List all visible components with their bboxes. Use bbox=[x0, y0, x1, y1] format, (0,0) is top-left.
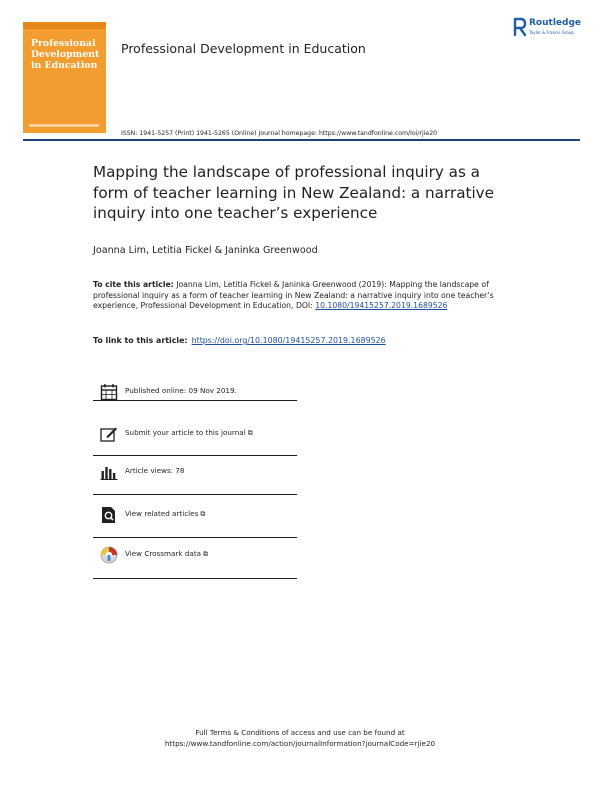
related-articles-link[interactable] bbox=[125, 509, 205, 519]
related-articles-item[interactable] bbox=[100, 504, 206, 526]
link-label: To link to this article: bbox=[93, 336, 188, 345]
issn-text: ISSN: 1941-5257 (Print) 1941-5265 (Online) Journal homepage: bbox=[121, 130, 319, 137]
external-link-icon: ⧉ bbox=[247, 429, 253, 437]
calendar-icon bbox=[100, 383, 118, 401]
crossmark-item[interactable] bbox=[100, 544, 209, 566]
article-link-line bbox=[93, 336, 386, 345]
published-online-label: Published online: 09 Nov 2019. bbox=[125, 386, 237, 395]
journal-cover-image bbox=[23, 22, 106, 133]
cover-footer-bar bbox=[29, 124, 99, 127]
citation-doi-link[interactable]: 10.1080/19415257.2019.1689526 bbox=[315, 301, 448, 310]
crossmark-label: View Crossmark data bbox=[125, 549, 202, 558]
citation-label: To cite this article: bbox=[93, 280, 174, 289]
info-divider bbox=[93, 578, 297, 579]
published-online-item bbox=[100, 381, 237, 403]
publisher-name: Routledge bbox=[529, 18, 582, 28]
crossmark-link[interactable] bbox=[125, 549, 208, 559]
issn-line bbox=[121, 130, 437, 137]
bar-chart-icon bbox=[100, 463, 118, 481]
related-articles-label: View related articles bbox=[125, 509, 199, 518]
search-document-icon bbox=[100, 506, 118, 524]
external-link-icon: ⧉ bbox=[203, 550, 209, 558]
info-divider bbox=[93, 455, 297, 456]
cover-band bbox=[23, 22, 106, 29]
cover-title-line: Professional bbox=[31, 38, 96, 49]
info-divider bbox=[93, 537, 297, 538]
cover-title-line: in Education bbox=[31, 60, 98, 71]
info-divider bbox=[93, 400, 297, 401]
edit-icon bbox=[100, 425, 118, 443]
publisher-subtitle: Taylor & Francis Group bbox=[529, 30, 574, 35]
cover-title bbox=[31, 38, 101, 71]
footer-terms-link[interactable]: https://www.tandfonline.com/action/journalInformation?journalCode=rjie20 bbox=[164, 739, 436, 748]
routledge-logo bbox=[513, 17, 583, 41]
article-authors: Joanna Lim, Letitia Fickel & Janinka Greenwood bbox=[93, 245, 318, 256]
submit-article-item[interactable] bbox=[100, 423, 253, 445]
submit-article-label: Submit your article to this journal bbox=[125, 428, 246, 437]
citation-text: Joanna Lim, Letitia Fickel & Janinka Greenwood (2019): Mapping the landscape of professional inquiry as a form of teacher learning in New Zealand: a narrative inquiry into one teacher’s experience, Professional Development in Education, DOI: bbox=[93, 280, 494, 310]
article-views-item bbox=[100, 461, 185, 483]
cover-title-line: Development bbox=[31, 49, 100, 60]
external-link-icon: ⧉ bbox=[200, 510, 206, 518]
journal-homepage-link[interactable]: https://www.tandfonline.com/loi/rjie20 bbox=[318, 130, 438, 137]
citation-block bbox=[93, 280, 503, 312]
footer-terms-text: Full Terms & Conditions of access and use can be found at bbox=[195, 728, 405, 737]
info-divider bbox=[93, 494, 297, 495]
article-title: Mapping the landscape of professional inquiry as a form of teacher learning in New Zealand: a narrative inquiry into one teacher’s experience bbox=[93, 163, 495, 222]
submit-article-link[interactable] bbox=[125, 428, 253, 438]
header-rule bbox=[23, 139, 580, 141]
routledge-r-icon bbox=[513, 17, 527, 37]
journal-title: Professional Development in Education bbox=[121, 41, 366, 56]
footer bbox=[0, 727, 600, 749]
article-views-label: Article views: 78 bbox=[125, 466, 185, 475]
crossmark-icon bbox=[100, 546, 118, 564]
article-doi-link[interactable]: https://doi.org/10.1080/19415257.2019.1689526 bbox=[191, 336, 386, 345]
